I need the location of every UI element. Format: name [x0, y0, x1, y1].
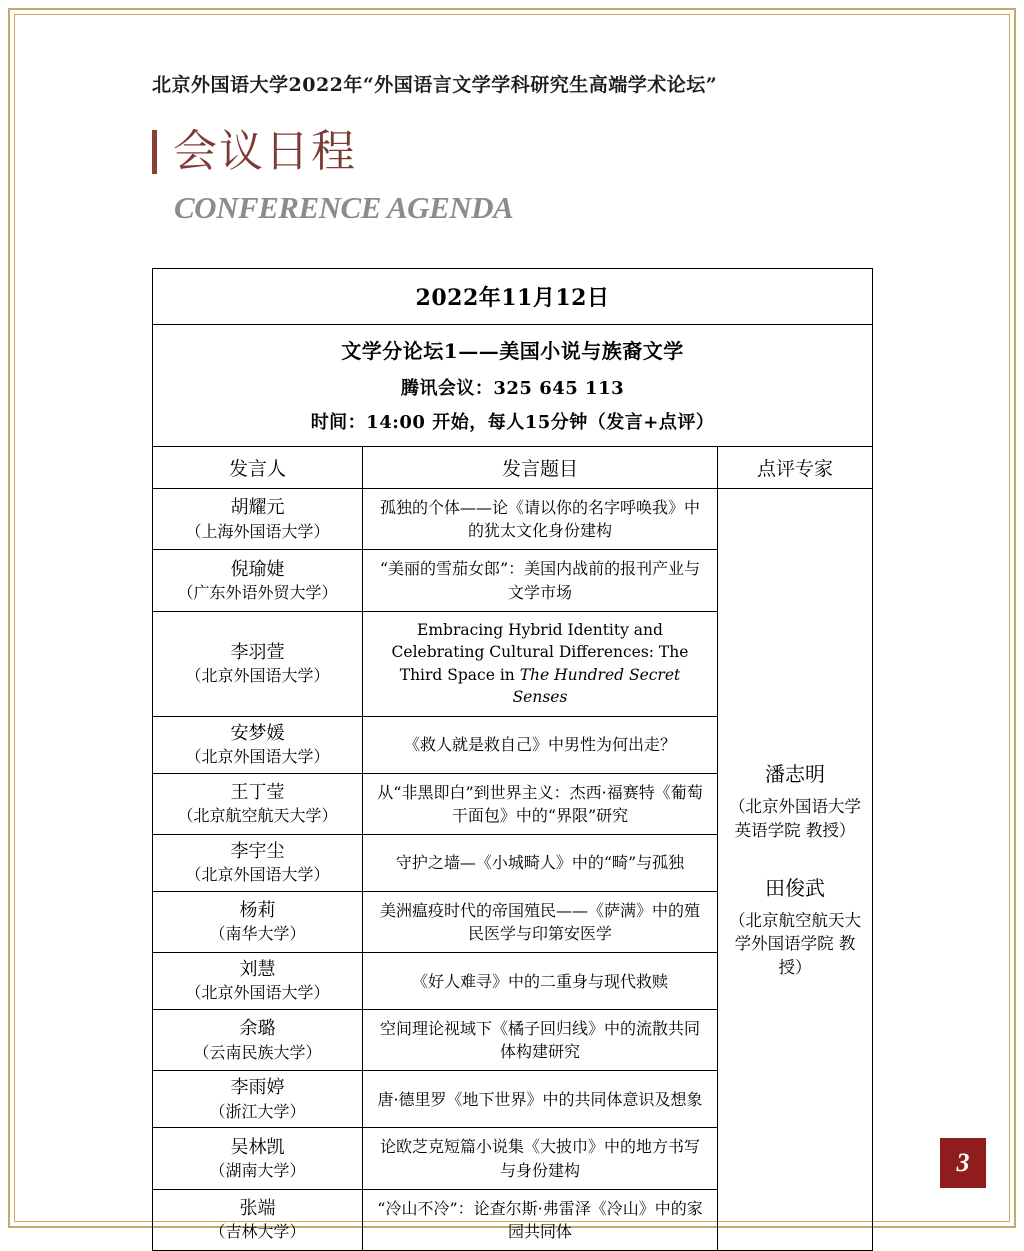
- speaker-cell: [153, 834, 363, 891]
- speaker-affiliation: （上海外国语大学）: [185, 521, 330, 541]
- topic-cell: 唐·德里罗《地下世界》中的共同体意识及想象: [363, 1071, 718, 1128]
- topic-cell: 《好人难寻》中的二重身与现代救赎: [363, 953, 718, 1010]
- page-subtitle: CONFERENCE AGENDA: [174, 190, 514, 226]
- topic-cell: Embracing Hybrid Identity and Celebrating Cultural Differences: The Third Space in The Hundred Secret Senses: [363, 611, 718, 716]
- speaker-cell: [153, 1071, 363, 1128]
- speaker-cell: [153, 716, 363, 773]
- speaker-affiliation: （湖南大学）: [209, 1160, 306, 1180]
- speaker-name: 刘慧: [239, 959, 276, 981]
- agenda-table: [152, 268, 873, 1251]
- topic-cell: 空间理论视域下《橘子回归线》中的流散共同体构建研究: [363, 1010, 718, 1071]
- topic-cell: 守护之墙—《小城畸人》中的“畸”与孤独: [363, 834, 718, 891]
- speaker-cell: [153, 773, 363, 834]
- speaker-affiliation: （北京外国语大学）: [185, 983, 330, 1003]
- page-number-badge: 3: [940, 1138, 986, 1188]
- session-info: [153, 325, 873, 447]
- table-row-session: [153, 325, 873, 447]
- time-note: 时间：14:00 开始，每人15分钟（发言+点评）: [310, 412, 715, 433]
- agenda-date: 2022年11月12日: [153, 269, 873, 325]
- topic-cell: 《救人就是救自己》中男性为何出走？: [363, 716, 718, 773]
- speaker-affiliation: （北京外国语大学）: [185, 666, 330, 686]
- speaker-name: 李雨婷: [230, 1077, 285, 1099]
- session-title: 文学分论坛1——美国小说与族裔文学: [341, 339, 684, 363]
- speaker-name: 倪瑜婕: [230, 558, 285, 580]
- topic-cell: “冷山不冷”：论查尔斯·弗雷泽《冷山》中的家园共同体: [363, 1189, 718, 1250]
- speaker-cell: [153, 611, 363, 716]
- speaker-name: 李羽萱: [230, 641, 285, 663]
- speaker-cell: [153, 1128, 363, 1189]
- speaker-cell: [153, 891, 363, 952]
- reviewer-affiliation-2: （北京航空航天大学外国语学院 教授）: [729, 910, 861, 978]
- speaker-name: 安梦媛: [230, 722, 285, 744]
- title-accent-bar: [152, 130, 157, 174]
- column-header-reviewer: 点评专家: [718, 447, 873, 489]
- speaker-cell: [153, 550, 363, 611]
- speaker-affiliation: （北京外国语大学）: [185, 865, 330, 885]
- speaker-affiliation: （北京航空航天大学）: [177, 806, 338, 826]
- title-block: [152, 128, 513, 226]
- meeting-id: 腾讯会议：325 645 113: [400, 378, 625, 399]
- page-title: [152, 128, 513, 176]
- speaker-cell: [153, 489, 363, 550]
- speaker-name: 杨莉: [239, 900, 276, 922]
- speaker-name: 张端: [239, 1197, 276, 1219]
- column-header-topic: 发言题目: [363, 447, 718, 489]
- speaker-name: 王丁莹: [230, 781, 285, 803]
- reviewer-cell: [718, 489, 873, 1251]
- speaker-name: 吴林凯: [230, 1136, 285, 1158]
- speaker-cell: [153, 1189, 363, 1250]
- speaker-affiliation: （北京外国语大学）: [185, 746, 330, 766]
- speaker-name: 胡耀元: [230, 497, 285, 519]
- speaker-affiliation: （吉林大学）: [209, 1222, 306, 1242]
- reviewer-separator: [728, 843, 862, 873]
- speaker-affiliation: （广东外语外贸大学）: [177, 582, 338, 602]
- speaker-affiliation: （南华大学）: [209, 924, 306, 944]
- table-row: [153, 489, 873, 550]
- speaker-name: 李宇尘: [230, 840, 285, 862]
- page-title-text: 会议日程: [173, 126, 357, 177]
- topic-cell: “美丽的雪茄女郎”：美国内战前的报刊产业与文学市场: [363, 550, 718, 611]
- reviewer-name-2: 田俊武: [765, 875, 825, 900]
- column-header-speaker: 发言人: [153, 447, 363, 489]
- reviewer-affiliation-1: （北京外国语大学英语学院 教授）: [729, 796, 861, 840]
- reviewer-name-1: 潘志明: [765, 761, 825, 786]
- speaker-name: 余璐: [239, 1018, 276, 1040]
- table-row-date: [153, 269, 873, 325]
- topic-cell: 孤独的个体——论《请以你的名字呼唤我》中的犹太文化身份建构: [363, 489, 718, 550]
- topic-cell: 从“非黑即白”到世界主义：杰西·福赛特《葡萄干面包》中的“界限”研究: [363, 773, 718, 834]
- topic-cell: 美洲瘟疫时代的帝国殖民——《萨满》中的殖民医学与印第安医学: [363, 891, 718, 952]
- speaker-affiliation: （浙江大学）: [209, 1101, 306, 1121]
- speaker-cell: [153, 1010, 363, 1071]
- topic-cell: 论欧芝克短篇小说集《大披巾》中的地方书写与身份建构: [363, 1128, 718, 1189]
- table-header-row: [153, 447, 873, 489]
- running-head: 北京外国语大学2022年“外国语言文学学科研究生高端学术论坛”: [152, 74, 718, 96]
- speaker-affiliation: （云南民族大学）: [193, 1042, 322, 1062]
- speaker-cell: [153, 953, 363, 1010]
